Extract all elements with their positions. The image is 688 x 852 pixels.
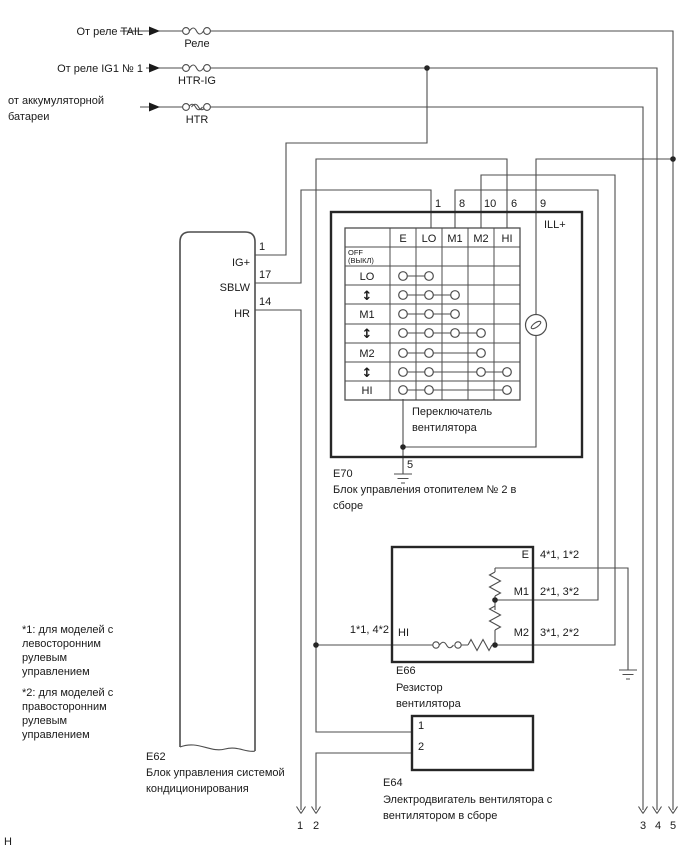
contact-terminal [399, 368, 408, 377]
contact-terminal [477, 368, 486, 377]
contact-terminal [399, 310, 408, 319]
contact-terminal [399, 291, 408, 300]
net-hr-wire [255, 310, 301, 810]
contact-terminal [399, 386, 408, 395]
e70-pin-1: 1 [435, 198, 442, 210]
connector-2-label: 2 [312, 820, 320, 832]
e62-pin1-number: 1 [259, 241, 266, 253]
e62-name-1: Блок управления системой [146, 767, 285, 779]
connector-4-label: 4 [654, 820, 662, 832]
e64-pin-1: 1 [418, 720, 425, 732]
e62-name-2: кондиционирования [146, 783, 249, 795]
fusible-link-icon [183, 104, 211, 111]
updown-arrow-icon: ↕ [361, 327, 373, 342]
e70-name-1: Блок управления отопителем № 2 в [333, 484, 517, 496]
note2-line1: *2: для моделей с [22, 687, 114, 699]
e64-name-1: Электродвигатель вентилятора с [383, 794, 553, 806]
feed-label-battery-2: батареи [8, 111, 50, 123]
switch-caption-2: вентилятора [412, 422, 477, 434]
e70-ill-label: ILL+ [544, 219, 566, 231]
connector-3-label: 3 [639, 820, 647, 832]
e62-pin17-number: 17 [259, 269, 272, 281]
net-e66-e-ground [495, 568, 628, 670]
col-header-m1: M1 [447, 233, 463, 245]
e66-note-e: 4*1, 1*2 [540, 549, 580, 561]
note2-line3: рулевым [22, 715, 68, 727]
e64-box [412, 716, 533, 770]
e66-name-2: вентилятора [396, 698, 461, 710]
right-arrow-icon [149, 64, 160, 73]
e70-pin-9: 9 [540, 198, 547, 210]
updown-arrow-icon: ↕ [361, 366, 373, 381]
col-header-lo: LO [421, 233, 437, 245]
e70-pin-10: 10 [484, 198, 497, 210]
e66-note-m2: 3*1, 2*2 [540, 627, 580, 639]
e66-id: E66 [396, 665, 416, 677]
col-header-m2: M2 [473, 233, 489, 245]
col-header-e: E [399, 233, 407, 245]
contact-terminal [399, 329, 408, 338]
feed-arrows [149, 27, 160, 112]
contact-terminal [451, 329, 460, 338]
contact-terminal [425, 291, 434, 300]
row-label-lo: LO [359, 271, 375, 283]
contact-terminal [503, 386, 512, 395]
net-ill-wire [403, 159, 673, 447]
e66-pin-m1: M1 [513, 586, 529, 598]
e66-note-m1: 2*1, 3*2 [540, 586, 580, 598]
row-label-off: OFF [348, 248, 363, 257]
row-label-off-2: (ВЫКЛ) [348, 256, 374, 265]
fuse-label-htr-ig: HTR-IG [178, 75, 216, 87]
e70-name-2: сборе [333, 500, 364, 512]
e70-pin-5: 5 [407, 459, 414, 471]
contact-terminal [503, 368, 512, 377]
note1-line1: *1: для моделей с [22, 624, 114, 636]
contact-terminal [451, 310, 460, 319]
contact-terminal [425, 349, 434, 358]
contact-terminal [425, 310, 434, 319]
row-label-m1: M1 [359, 309, 375, 321]
note2-line4: управлением [22, 729, 90, 741]
contact-terminal [425, 386, 434, 395]
e62-box-break [180, 745, 255, 751]
e70-id: E70 [333, 468, 353, 480]
ground-icons [394, 474, 637, 679]
e66-pin-hi: HI [398, 627, 409, 639]
net-ig-plus-branch [255, 68, 427, 255]
contact-terminal [399, 272, 408, 281]
note1-line2: левосторонним [22, 638, 101, 650]
e64-name-2: вентилятором в сборе [383, 810, 498, 822]
contact-terminal [425, 272, 434, 281]
e62-pin14-number: 14 [259, 296, 272, 308]
e62-pin17-name: SBLW [219, 282, 250, 294]
ground-icon [619, 670, 637, 679]
note1-line4: управлением [22, 666, 90, 678]
right-arrow-icon [149, 103, 160, 112]
row-label-hi: HI [361, 385, 373, 397]
col-header-hi: HI [501, 233, 513, 245]
note2-line2: правосторонним [22, 701, 107, 713]
connector-5-label: 5 [669, 820, 677, 832]
e66-note-hi: 1*1, 4*2 [349, 624, 389, 636]
fuse-icon [183, 65, 211, 72]
labels [4, 26, 676, 848]
note1-line3: рулевым [22, 652, 68, 664]
feed-label-ig1: От реле IG1 № 1 [57, 63, 143, 75]
contact-terminal [425, 368, 434, 377]
e70-pin-8: 8 [459, 198, 466, 210]
page-corner-mark: Н [4, 836, 12, 848]
e62-pin14-name: HR [234, 308, 250, 320]
e64-pin-2: 2 [418, 741, 425, 753]
fuse-label-htr: HTR [185, 114, 209, 126]
e62-id: E62 [146, 751, 166, 763]
e64-id: E64 [383, 777, 403, 789]
contact-terminal [425, 329, 434, 338]
resistor-icon [490, 572, 501, 596]
fuse-icon [183, 28, 211, 35]
illumination-lamp-icon [526, 315, 547, 336]
updown-arrow-icon: ↕ [361, 289, 373, 304]
thermal-fuse-icon [433, 642, 461, 648]
fuse-symbols [183, 28, 501, 651]
ground-icon [394, 474, 412, 483]
fuse-label-rele: Реле [184, 38, 210, 50]
e66-pin-m2: M2 [513, 627, 529, 639]
contact-terminal [451, 291, 460, 300]
switch-caption-1: Переключатель [412, 406, 493, 418]
connector-1-label: 1 [296, 820, 304, 832]
resistor-icon [468, 640, 492, 651]
e70-pin-6: 6 [511, 198, 518, 210]
feed-label-tail: От реле TAIL [76, 26, 143, 38]
right-arrow-icon [149, 27, 160, 36]
net-m1-wire [455, 190, 598, 600]
e62-pin1-name: IG+ [231, 257, 250, 269]
contact-terminal [477, 349, 486, 358]
e66-name-1: Резистор [396, 682, 443, 694]
feed-label-battery-1: от аккумуляторной [8, 95, 105, 107]
contact-terminal [399, 349, 408, 358]
contact-terminal [477, 329, 486, 338]
row-label-m2: M2 [359, 348, 375, 360]
e66-pin-e: E [521, 549, 529, 561]
